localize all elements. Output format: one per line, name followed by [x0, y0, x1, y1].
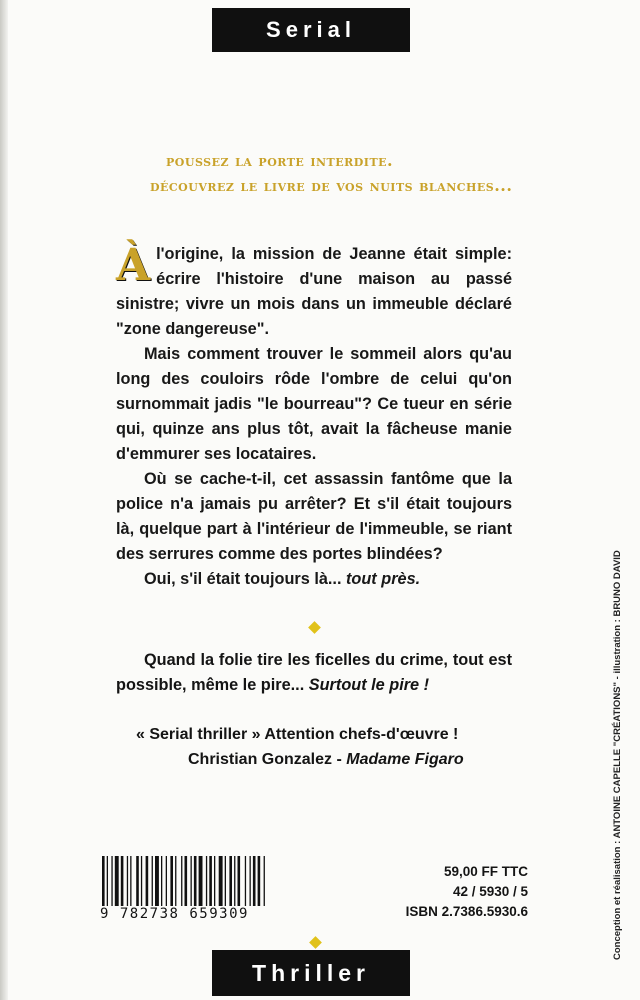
- tagline-line-2: découvrez le livre de vos nuits blanches...: [150, 176, 513, 195]
- quote-line: « Serial thriller » Attention chefs-d'œuvre !: [136, 726, 459, 743]
- quote-source: Madame Figaro: [346, 751, 464, 768]
- genre-label: Thriller: [252, 960, 370, 986]
- blurb-paragraph-4-italic: tout près.: [346, 570, 421, 588]
- blurb-paragraph-2: Mais comment trouver le sommeil alors qu'au long des couloirs rôde l'ombre de celui qu'on surnommait jadis "le bourreau"? Ce tueur en série qui, quinze ans plus tôt, avait la fâcheuse manie d'emmurer ses locataires.: [116, 345, 512, 463]
- diamond-ornament-icon: [309, 936, 322, 949]
- series-band: [212, 8, 410, 52]
- pitch-text: Quand la folie tire les ficelles du crime, tout est possible, même le pire...: [116, 651, 512, 694]
- diamond-ornament-icon: [308, 621, 321, 634]
- pitch: [116, 648, 512, 698]
- credits: Conception et réalisation : ANTOINE CAPELLE "CRÉATIONS" - illustration : BRUNO DAVID: [612, 550, 623, 960]
- quote-author: Christian Gonzalez -: [188, 751, 342, 768]
- genre-band: [212, 950, 410, 996]
- tagline: [150, 148, 570, 198]
- tagline-line-1: poussez la porte interdite.: [166, 151, 394, 170]
- press-quote: [116, 722, 514, 772]
- pitch-italic: Surtout le pire !: [308, 676, 430, 694]
- quote-attribution: [116, 747, 514, 772]
- blurb-paragraph-1-text: l'origine, la mission de Jeanne était simple: écrire l'histoire d'une maison au passé sinistre; vivre un mois dans un immeuble déclaré "zone dangereuse".: [116, 245, 512, 338]
- pricing-block: [388, 862, 528, 922]
- blurb-paragraph-3: Où se cache-t-il, cet assassin fantôme que la police n'a jamais pu arrêter? Et s'il était toujours là, quelque part à l'intérieur de l'immeuble, se riant des serrures comme des portes blindées?: [116, 470, 512, 563]
- barcode-digits: 9 782738 659309: [100, 906, 320, 922]
- blurb-paragraph-4-text: Oui, s'il était toujours là...: [144, 570, 342, 588]
- blurb-paragraph-4: [116, 567, 512, 592]
- price: 59,00 FF TTC: [443, 864, 528, 879]
- drop-cap: À: [116, 240, 151, 291]
- series-label: Serial: [266, 17, 356, 42]
- blurb: [116, 242, 512, 592]
- isbn: ISBN 2.7386.5930.6: [405, 904, 528, 919]
- blurb-paragraph-1: [116, 242, 512, 342]
- catalog-code: 42 / 5930 / 5: [452, 884, 528, 899]
